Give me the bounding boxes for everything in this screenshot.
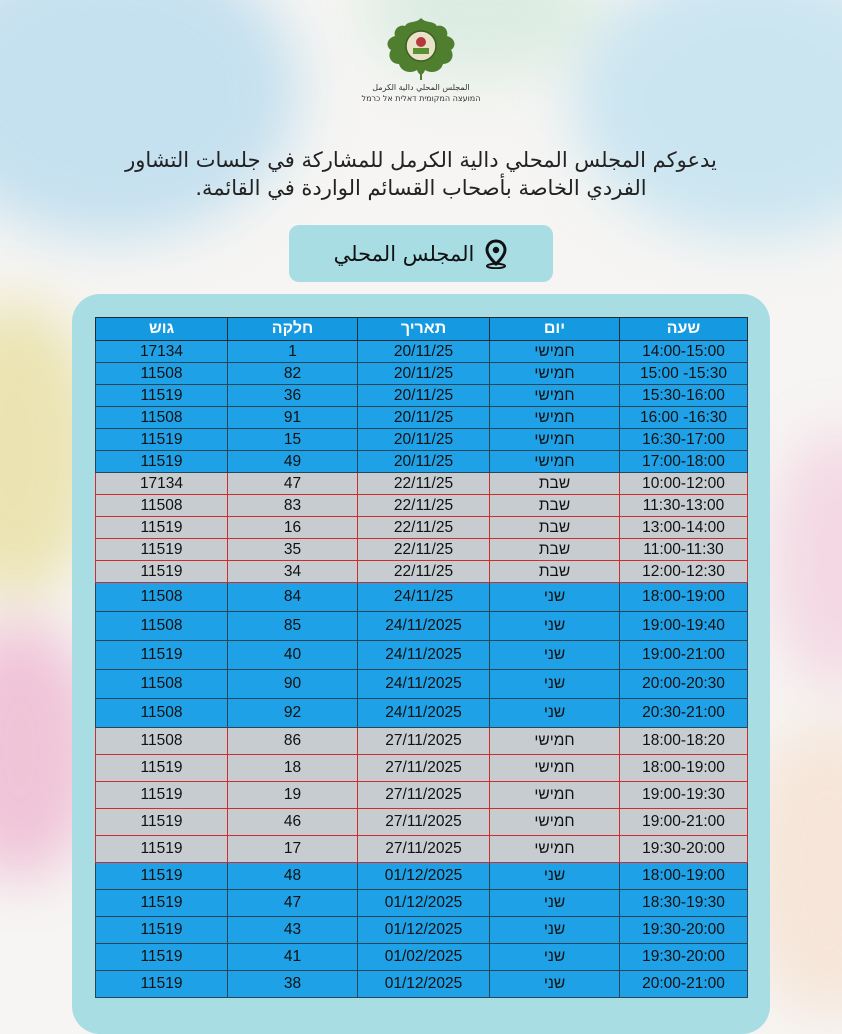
day-cell: שני	[490, 890, 620, 917]
time-cell: 13:00-14:00	[620, 517, 748, 539]
location-pin-icon	[484, 239, 508, 269]
background-splash	[772, 430, 842, 690]
time-cell: 19:00-21:00	[620, 641, 748, 670]
table-row	[96, 944, 748, 971]
day-cell: שבת	[490, 517, 620, 539]
table-row	[96, 971, 748, 998]
parcel-cell: 46	[228, 809, 358, 836]
date-cell: 20/11/25	[358, 341, 490, 363]
block-cell: 11508	[96, 699, 228, 728]
header-time: שעה	[620, 318, 748, 341]
date-cell: 24/11/2025	[358, 699, 490, 728]
parcel-cell: 40	[228, 641, 358, 670]
day-cell: שני	[490, 971, 620, 998]
grape-leaf-icon	[381, 14, 461, 82]
time-cell: 19:30-20:00	[620, 944, 748, 971]
date-cell: 20/11/25	[358, 451, 490, 473]
header-day: יום	[490, 318, 620, 341]
block-cell: 11519	[96, 755, 228, 782]
day-cell: שני	[490, 583, 620, 612]
day-cell: חמישי	[490, 385, 620, 407]
time-cell: 11:00-11:30	[620, 539, 748, 561]
time-cell: 19:00-19:40	[620, 612, 748, 641]
date-cell: 01/12/2025	[358, 863, 490, 890]
time-cell: 20:30-21:00	[620, 699, 748, 728]
block-cell: 11508	[96, 363, 228, 385]
time-cell: 18:00-19:00	[620, 755, 748, 782]
parcel-cell: 36	[228, 385, 358, 407]
parcel-cell: 86	[228, 728, 358, 755]
parcel-cell: 43	[228, 917, 358, 944]
time-cell: 16:30-17:00	[620, 429, 748, 451]
date-cell: 22/11/25	[358, 539, 490, 561]
block-cell: 11519	[96, 782, 228, 809]
date-cell: 20/11/25	[358, 407, 490, 429]
table-row	[96, 341, 748, 363]
header-parcel: חלקה	[228, 318, 358, 341]
venue-label: المجلس المحلي	[333, 241, 475, 266]
date-cell: 27/11/2025	[358, 728, 490, 755]
block-cell: 11508	[96, 728, 228, 755]
day-cell: חמישי	[490, 451, 620, 473]
block-cell: 11519	[96, 641, 228, 670]
time-cell: 15:30- 15:00	[620, 363, 748, 385]
date-cell: 22/11/25	[358, 561, 490, 583]
venue-badge	[289, 225, 553, 282]
day-cell: חמישי	[490, 728, 620, 755]
date-cell: 24/11/2025	[358, 612, 490, 641]
invitation-text	[60, 146, 782, 202]
date-cell: 24/11/2025	[358, 670, 490, 699]
time-cell: 20:00-21:00	[620, 971, 748, 998]
parcel-cell: 82	[228, 363, 358, 385]
day-cell: שבת	[490, 495, 620, 517]
parcel-cell: 47	[228, 890, 358, 917]
table-row	[96, 561, 748, 583]
time-cell: 18:00-19:00	[620, 863, 748, 890]
table-row	[96, 782, 748, 809]
parcel-cell: 49	[228, 451, 358, 473]
time-cell: 10:00-12:00	[620, 473, 748, 495]
table-row	[96, 429, 748, 451]
time-cell: 18:30-19:30	[620, 890, 748, 917]
parcel-cell: 83	[228, 495, 358, 517]
table-row	[96, 699, 748, 728]
day-cell: שני	[490, 699, 620, 728]
time-cell: 20:00-20:30	[620, 670, 748, 699]
table-row	[96, 809, 748, 836]
time-cell: 16:30- 16:00	[620, 407, 748, 429]
parcel-cell: 18	[228, 755, 358, 782]
block-cell: 11519	[96, 429, 228, 451]
time-cell: 12:00-12:30	[620, 561, 748, 583]
table-row	[96, 539, 748, 561]
parcel-cell: 84	[228, 583, 358, 612]
org-name-arabic: المجلس المحلي دالية الكرمل	[372, 83, 470, 92]
day-cell: חמישי	[490, 429, 620, 451]
date-cell: 22/11/25	[358, 495, 490, 517]
date-cell: 27/11/2025	[358, 755, 490, 782]
block-cell: 11508	[96, 495, 228, 517]
date-cell: 20/11/25	[358, 429, 490, 451]
table-row	[96, 495, 748, 517]
table-row	[96, 385, 748, 407]
block-cell: 11508	[96, 583, 228, 612]
date-cell: 01/12/2025	[358, 971, 490, 998]
block-cell: 11519	[96, 917, 228, 944]
day-cell: חמישי	[490, 836, 620, 863]
block-cell: 11519	[96, 944, 228, 971]
block-cell: 11519	[96, 561, 228, 583]
day-cell: חמישי	[490, 407, 620, 429]
table-header-row	[96, 318, 748, 341]
header-block: גוש	[96, 318, 228, 341]
table-row	[96, 670, 748, 699]
schedule-table	[95, 317, 748, 998]
parcel-cell: 41	[228, 944, 358, 971]
block-cell: 17134	[96, 473, 228, 495]
table-row	[96, 451, 748, 473]
block-cell: 11519	[96, 836, 228, 863]
parcel-cell: 1	[228, 341, 358, 363]
table-row	[96, 917, 748, 944]
time-cell: 15:30-16:00	[620, 385, 748, 407]
date-cell: 20/11/25	[358, 363, 490, 385]
parcel-cell: 90	[228, 670, 358, 699]
table-row	[96, 728, 748, 755]
block-cell: 11508	[96, 612, 228, 641]
day-cell: שבת	[490, 539, 620, 561]
parcel-cell: 38	[228, 971, 358, 998]
day-cell: שני	[490, 944, 620, 971]
table-row	[96, 641, 748, 670]
table-row	[96, 407, 748, 429]
parcel-cell: 16	[228, 517, 358, 539]
day-cell: שבת	[490, 561, 620, 583]
parcel-cell: 35	[228, 539, 358, 561]
block-cell: 11519	[96, 890, 228, 917]
parcel-cell: 92	[228, 699, 358, 728]
date-cell: 01/02/2025	[358, 944, 490, 971]
table-row	[96, 890, 748, 917]
date-cell: 24/11/25	[358, 583, 490, 612]
time-cell: 19:30-20:00	[620, 836, 748, 863]
table-row	[96, 363, 748, 385]
table-row	[96, 583, 748, 612]
header-date: תאריך	[358, 318, 490, 341]
parcel-cell: 17	[228, 836, 358, 863]
time-cell: 19:00-21:00	[620, 809, 748, 836]
date-cell: 01/12/2025	[358, 890, 490, 917]
time-cell: 11:30-13:00	[620, 495, 748, 517]
time-cell: 18:00-19:00	[620, 583, 748, 612]
time-cell: 18:00-18:20	[620, 728, 748, 755]
parcel-cell: 47	[228, 473, 358, 495]
invitation-line: يدعوكم المجلس المحلي دالية الكرمل للمشاركة في جلسات التشاور	[125, 148, 717, 172]
day-cell: חמישי	[490, 809, 620, 836]
date-cell: 27/11/2025	[358, 782, 490, 809]
parcel-cell: 91	[228, 407, 358, 429]
date-cell: 22/11/25	[358, 473, 490, 495]
date-cell: 20/11/25	[358, 385, 490, 407]
parcel-cell: 15	[228, 429, 358, 451]
block-cell: 11508	[96, 407, 228, 429]
time-cell: 17:00-18:00	[620, 451, 748, 473]
day-cell: חמישי	[490, 341, 620, 363]
table-row	[96, 517, 748, 539]
org-name-hebrew: המועצה המקומית דאלית אל כרמל	[361, 94, 481, 103]
table-row	[96, 473, 748, 495]
day-cell: שני	[490, 917, 620, 944]
block-cell: 11519	[96, 863, 228, 890]
block-cell: 11519	[96, 451, 228, 473]
parcel-cell: 85	[228, 612, 358, 641]
day-cell: שני	[490, 863, 620, 890]
day-cell: חמישי	[490, 782, 620, 809]
date-cell: 01/12/2025	[358, 917, 490, 944]
date-cell: 22/11/25	[358, 517, 490, 539]
block-cell: 11519	[96, 517, 228, 539]
date-cell: 24/11/2025	[358, 641, 490, 670]
block-cell: 11508	[96, 670, 228, 699]
council-logo	[0, 14, 842, 104]
date-cell: 27/11/2025	[358, 836, 490, 863]
table-row	[96, 755, 748, 782]
block-cell: 11519	[96, 809, 228, 836]
table-row	[96, 836, 748, 863]
parcel-cell: 34	[228, 561, 358, 583]
block-cell: 11519	[96, 971, 228, 998]
time-cell: 19:30-20:00	[620, 917, 748, 944]
day-cell: שבת	[490, 473, 620, 495]
time-cell: 14:00-15:00	[620, 341, 748, 363]
day-cell: חמישי	[490, 363, 620, 385]
time-cell: 19:00-19:30	[620, 782, 748, 809]
parcel-cell: 48	[228, 863, 358, 890]
invitation-line: الفردي الخاصة بأصحاب القسائم الواردة في القائمة.	[195, 176, 647, 200]
day-cell: חמישי	[490, 755, 620, 782]
date-cell: 27/11/2025	[358, 809, 490, 836]
day-cell: שני	[490, 612, 620, 641]
parcel-cell: 19	[228, 782, 358, 809]
day-cell: שני	[490, 670, 620, 699]
day-cell: שני	[490, 641, 620, 670]
table-row	[96, 612, 748, 641]
block-cell: 11519	[96, 385, 228, 407]
block-cell: 11519	[96, 539, 228, 561]
table-row	[96, 863, 748, 890]
block-cell: 17134	[96, 341, 228, 363]
